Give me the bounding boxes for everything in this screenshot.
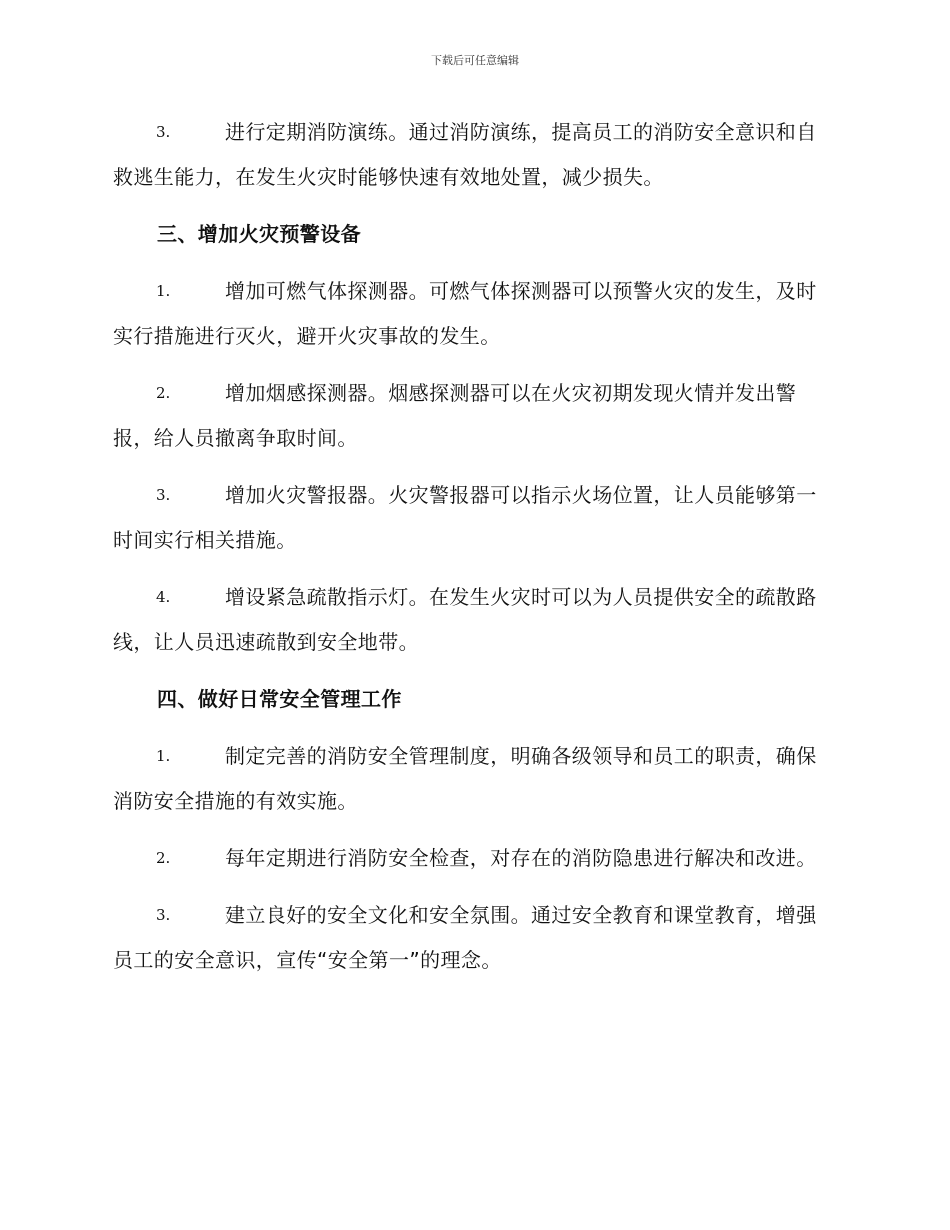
list-item [113, 893, 835, 983]
list-item [113, 110, 835, 200]
section-heading: 四、做好日常安全管理工作 [157, 687, 402, 711]
item-number: 1. [156, 282, 171, 300]
item-text: 增加可燃气体探测器。可燃气体探测器可以预警火灾的发生，及时实行措施进行灭火，避开火灾事故的发生。 [113, 279, 817, 348]
item-text: 制定完善的消防安全管理制度，明确各级领导和员工的职责，确保消防安全措施的有效实施。 [113, 744, 817, 813]
list-item [113, 269, 835, 359]
list-item [113, 371, 835, 461]
item-text: 增设紧急疏散指示灯。在发生火灾时可以为人员提供安全的疏散路线，让人员迅速疏散到安全地带。 [113, 585, 817, 654]
list-item [113, 473, 835, 563]
item-number: 4. [156, 588, 171, 606]
item-text: 增加火灾警报器。火灾警报器可以指示火场位置，让人员能够第一时间实行相关措施。 [113, 483, 817, 552]
item-text: 进行定期消防演练。通过消防演练，提高员工的消防安全意识和自救逃生能力，在发生火灾时能够快速有效地处置，减少损失。 [113, 120, 817, 189]
item-number: 3. [156, 486, 171, 504]
page-header: 下载后可任意编辑 [431, 54, 519, 67]
item-text: 增加烟感探测器。烟感探测器可以在火灾初期发现火情并发出警报，给人员撤离争取时间。 [113, 381, 797, 450]
item-number: 1. [156, 747, 171, 765]
item-number: 3. [156, 123, 171, 141]
item-number: 3. [156, 906, 171, 924]
section-heading: 三、增加火灾预警设备 [157, 222, 361, 246]
item-text: 建立良好的安全文化和安全氛围。通过安全教育和课堂教育，增强员工的安全意识，宣传“安全第一”的理念。 [113, 903, 817, 972]
item-number: 2. [156, 384, 171, 402]
list-item [113, 734, 835, 824]
item-text: 每年定期进行消防安全检查，对存在的消防隐患进行解决和改进。 [225, 846, 817, 870]
item-number: 2. [156, 849, 171, 867]
list-item [113, 836, 835, 881]
list-item [113, 575, 835, 665]
document-body [113, 110, 835, 995]
